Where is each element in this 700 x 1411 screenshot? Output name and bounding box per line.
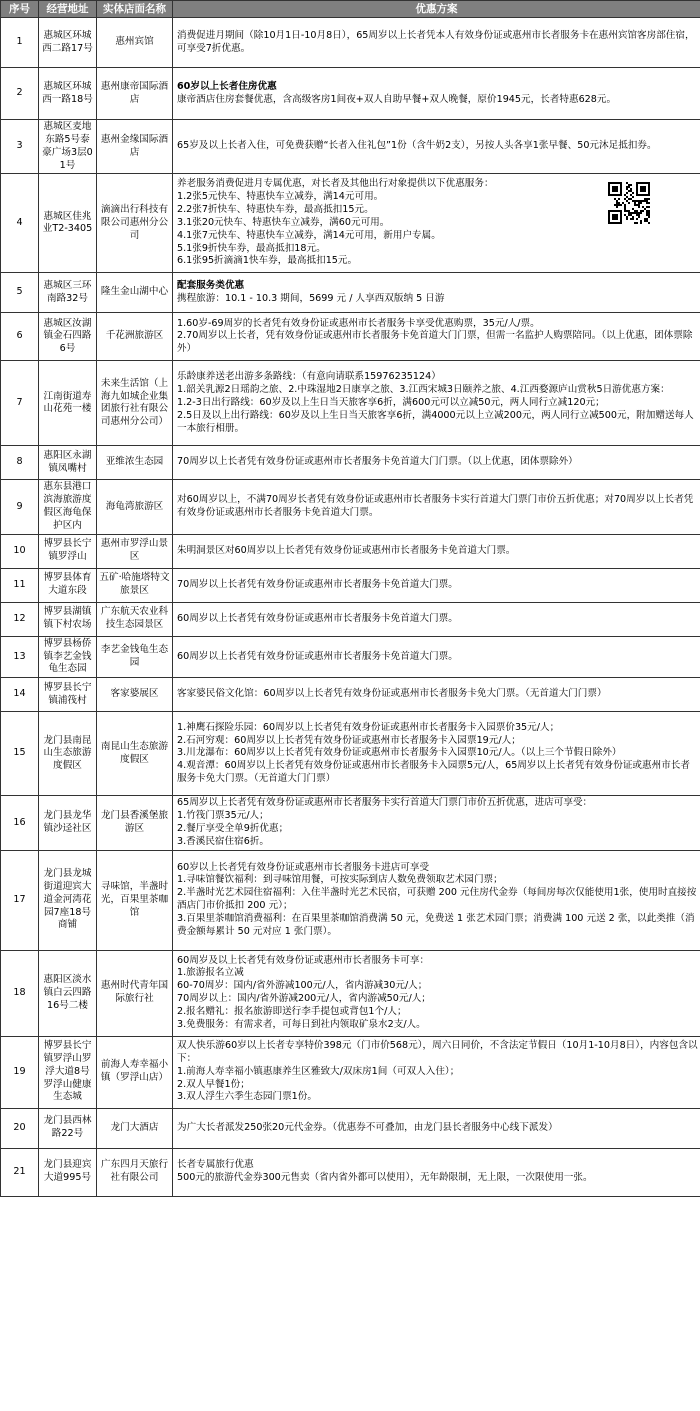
table-row [1,18,700,68]
row-address: 江南街道寿山花苑一楼 [39,361,97,446]
table-row [1,273,700,313]
table-row [1,950,700,1036]
plan-line: 60岁以上长者凭有效身份证或惠州市长者服务卡进店可享受 [177,861,430,873]
row-address: 惠东县港口滨海旅游度假区海龟保护区内 [39,480,97,534]
row-plan [173,120,700,174]
plan-line: 3.1张20元快车、特惠快车立减券，满60元可用。 [177,216,390,228]
row-store-name: 南昆山生态旅游度假区 [97,712,173,796]
plan-line: 2.半盏时光艺术园住宿福利：入住半盏时光艺术民宿，可获赠 200 元住房代金券（每间房每次仅能使用1张，使用时直接按酒店门市价抵扣 200 元）； [177,887,697,912]
header-address: 经营地址 [39,1,97,18]
row-number: 16 [1,796,39,850]
table-row [1,361,700,446]
plan-line: 3.香溪民宿住宿6折。 [177,835,270,847]
row-number: 15 [1,712,39,796]
plan-line: 1.寻味馆餐饮福利：到寻味馆用餐，可按实际到店人数免费领取艺术园门票； [177,874,503,886]
row-address: 博罗县湖镇镇下村农场 [39,602,97,636]
row-address: 惠城区三环南路32号 [39,273,97,313]
row-address: 博罗县长宁镇浦筏村 [39,678,97,712]
plan-line: 2.5日及以上出行路线：60岁及以上生日当天旅客享6折，满4000元以上立减200元，两人同行立减500元，附加赠送每人一本旅行相册。 [177,409,694,434]
row-number: 14 [1,678,39,712]
row-address: 惠城区佳兆业T2-3405 [39,174,97,273]
row-plan [173,602,700,636]
row-store-name: 未来生活馆（上海九如城企业集团旅行社有限公司惠州分公司） [97,361,173,446]
plan-line: 1.韶关乳源2日瑶韵之旅、2.中珠湿地2日康享之旅、3.江西宋城3日颐养之旅、4.江西婺源庐山赏秋5日游优惠方案： [177,384,670,396]
row-store-name: 隆生金山湖中心 [97,273,173,313]
plan-line: 3.双人浮生六季生态园门票1份。 [177,1091,317,1103]
row-store-name: 广东四月天旅行社有限公司 [97,1148,173,1196]
plan-line: 2.报名赠礼：报名旅游即送行李手提包或背包1个/人； [177,1006,407,1017]
plan-line: 5.1张9折快车券，最高抵扣18元。 [177,242,326,254]
row-number: 18 [1,950,39,1036]
table-row [1,796,700,850]
plan-line: 60周岁以上长者凭有效身份证或惠州市长者服务卡免首道大门票。 [177,650,458,662]
plan-line: 65岁及以上长者入住，可免费获赠“长者入住礼包”1份（含牛奶2支），另按人头各享1张早餐、50元沐足抵扣券。 [177,140,657,152]
plan-line: 70周岁以上长者凭有效身份证或惠州市长者服务卡免首道大门门票。（以上优惠，团体票除外） [177,456,578,468]
row-number: 2 [1,68,39,120]
row-store-name: 广东航天农业科技生态园景区 [97,602,173,636]
row-plan [173,361,700,446]
row-plan [173,850,700,950]
row-plan [173,636,700,678]
row-address: 龙门县龙华镇沙迳社区 [39,796,97,850]
row-number: 7 [1,361,39,446]
table-row [1,480,700,534]
plan-line: 3.免费服务：有需求者，可每日到社内领取矿泉水2支/人。 [177,1018,426,1030]
row-plan [173,174,700,273]
row-store-name: 亚维浓生态园 [97,446,173,480]
row-number: 3 [1,120,39,174]
plan-line: 1.2-3日出行路线：60岁及以上生日当天旅客享6折，满600元可以立减50元，两人同行立减120元； [177,396,605,408]
plan-line: 双人快乐游60岁以上长者专享特价398元（门市价568元），周六日同价，不含法定节假日（10月1-10月8日），内容包含以下： [177,1040,698,1064]
table-row [1,678,700,712]
plan-line: 1.前海人寿幸福小镇惠康养生区雅致大/双床房1间（可双人入住）； [177,1065,460,1077]
row-number: 4 [1,174,39,273]
row-plan [173,68,700,120]
row-address: 博罗县体育大道东段 [39,568,97,602]
qr-code-icon [608,182,650,224]
table-row [1,446,700,480]
table-row [1,68,700,120]
row-number: 20 [1,1108,39,1148]
row-number: 19 [1,1036,39,1108]
plan-line: 2.石河穷观：60周岁以上长者凭有效身份证或惠州市长者服务卡入园票19元/人； [177,734,521,746]
plan-line: 1.神鹰石探险乐园：60周岁以上长者凭有效身份证或惠州市长者服务卡入园票价35元/人； [177,721,560,733]
table-row [1,174,700,273]
row-number: 11 [1,568,39,602]
row-store-name: 惠州市罗浮山景区 [97,534,173,568]
row-number: 12 [1,602,39,636]
row-store-name: 五矿·哈施塔特文旅景区 [97,568,173,602]
row-store-name: 惠州时代青年国际旅行社 [97,950,173,1036]
row-number: 10 [1,534,39,568]
row-address: 惠城区环城西一路18号 [39,68,97,120]
row-number: 21 [1,1148,39,1196]
row-plan [173,480,700,534]
row-number: 8 [1,446,39,480]
plan-line: 为广大长者派发250张20元代金券。（优惠券不可叠加，由龙门县长者服务中心线下派发） [177,1121,558,1133]
plan-line: 消费促进月期间（除10月1日-10月8日），65周岁以上长者凭本人有效身份证或惠州市长者服务卡在惠州宾馆客房部住宿，可享受7折优惠。 [177,29,695,54]
plan-line: 朱明洞景区对60周岁以上长者凭有效身份证或惠州市长者服务卡免首道大门票。 [177,544,516,556]
plan-line: 3.川龙瀑布：60周岁以上长者凭有效身份证或惠州市长者服务卡入园票10元/人。（以上三个节假日除外） [177,747,622,759]
row-store-name: 千花洲旅游区 [97,313,173,361]
row-store-name: 惠州金缘国际酒店 [97,120,173,174]
plan-line: 1.60岁-69周岁的长者凭有效身份证或惠州市长者服务卡享受优惠购票，35元/人/票。 [177,317,540,329]
plan-line: 60周岁以上长者凭有效身份证或惠州市长者服务卡免首道大门票。 [177,612,458,624]
plan-line: 4.1张7元快车、特惠快车立减券，满14元可用，新用户专属。 [177,229,441,241]
row-address: 龙门县龙城街道迎宾大道金河湾花园7座18号商铺 [39,850,97,950]
row-plan [173,712,700,796]
plan-line: 2.2张7折快车、特惠快车券，最高抵扣15元。 [177,204,374,216]
row-address: 惠阳区淡水镇白云四路16号二楼 [39,950,97,1036]
row-number: 17 [1,850,39,950]
row-plan [173,568,700,602]
table-row [1,1036,700,1108]
row-address: 博罗县杨侨镇李艺金钱龟生态园 [39,636,97,678]
plan-line: 60岁以上长者住房优惠 [177,80,277,92]
row-store-name: 客家婆展区 [97,678,173,712]
table-row [1,120,700,174]
row-address: 惠城区麦地东路5号泰豪广场3层01号 [39,120,97,174]
table-row [1,313,700,361]
row-store-name: 寻味馆，半盏时光，百果里茶咖馆 [97,850,173,950]
row-address: 龙门县西林路22号 [39,1108,97,1148]
row-number: 5 [1,273,39,313]
row-address: 龙门县南昆山生态旅游度假区 [39,712,97,796]
row-number: 6 [1,313,39,361]
row-address: 博罗县长宁镇罗浮山罗浮大道8号罗浮山健康生态城 [39,1036,97,1108]
plan-line: 康帝酒店住房套餐优惠，含高级客房1间夜+双人自助早餐+双人晚餐，原价1945元，长者特惠628元。 [177,93,617,105]
plan-line: 60-70周岁：国内/省外游减100元/人，省内游减30元/人； [177,980,428,992]
header-store: 实体店面名称 [97,1,173,18]
plan-line: 6.1张95折滴滴1快车券，最高抵扣15元。 [177,255,358,267]
row-plan [173,950,700,1036]
plan-line: 1.旅游报名立减 [177,967,244,979]
row-store-name: 惠州宾馆 [97,18,173,68]
row-plan [173,273,700,313]
row-store-name: 前海人寿幸福小镇（罗浮山店） [97,1036,173,1108]
header-no: 序号 [1,1,39,18]
plan-line: 1.2张5元快车、特惠快车立减券，满14元可用。 [177,191,384,203]
row-plan [173,796,700,850]
plan-line: 70周岁以上长者凭有效身份证或惠州市长者服务卡免首道大门票。 [177,578,458,590]
plan-line: 70周岁以上：国内/省外游减200元/人，省内游减50元/人； [177,993,431,1005]
row-number: 1 [1,18,39,68]
table-row [1,602,700,636]
header-row [1,1,700,18]
row-plan [173,18,700,68]
row-store-name: 龙门大酒店 [97,1108,173,1148]
plan-line: 携程旅游：10.1 - 10.3 期间，5699 元 / 人享西双版纳 5 日游 [177,292,445,304]
plan-line: 客家婆民俗文化馆：60周岁以上长者凭有效身份证或惠州市长者服务卡免大门票。（无首道大门门票） [177,688,607,700]
row-number: 13 [1,636,39,678]
row-address: 惠阳区永湖镇凤嘴村 [39,446,97,480]
table-row [1,568,700,602]
row-number: 9 [1,480,39,534]
plan-line: 养老服务消费促进月专属优惠，对长者及其他出行对象提供以下优惠服务： [177,178,494,190]
table-row [1,534,700,568]
row-store-name: 李艺金钱龟生态园 [97,636,173,678]
plan-line: 配套服务类优惠 [177,280,245,292]
header-plan: 优惠方案 [173,1,700,18]
table-row [1,712,700,796]
table-row [1,1108,700,1148]
row-store-name: 滴滴出行科技有限公司惠州分公司 [97,174,173,273]
table-row [1,850,700,950]
plan-line: 3.百果里茶咖馆消费福利：在百果里茶咖馆消费满 50 元，免费送 1 张艺术园门票；消费满 100 元送 2 张，以此类推（消费金额每累计 50 元对应 1 张门票）。 [177,913,695,937]
row-plan [173,313,700,361]
row-plan [173,678,700,712]
plan-line: 对60周岁以上，不满70周岁长者凭有效身份证或惠州市长者服务卡实行首道大门票门市价五折优惠；对70周岁以上长者凭有效身份证或惠州市长者服务卡免首道大门票。 [177,494,694,519]
row-plan [173,1148,700,1196]
row-address: 博罗县长宁镇罗浮山 [39,534,97,568]
plan-line: 2.70周岁以上长者，凭有效身份证或惠州市长者服务卡免首道大门门票，但需一名监护人购票陪同。（以上优惠，团体票除外） [177,330,693,355]
row-address: 惠城区环城西二路17号 [39,18,97,68]
row-store-name: 惠州康帝国际酒店 [97,68,173,120]
plan-line: 长者专属旅行优惠 [177,1159,254,1171]
table-row [1,636,700,678]
row-store-name: 龙门县香溪堡旅游区 [97,796,173,850]
plan-line: 500元的旅游代金券300元售卖（省内省外都可以使用），无年龄限制，无上限，一次限使用一张。 [177,1172,593,1184]
row-plan [173,534,700,568]
table-row [1,1148,700,1196]
row-plan [173,1036,700,1108]
row-address: 惠城区汝湖镇金石四路6号 [39,313,97,361]
plan-line: 4.观音潭：60周岁以上长者凭有效身份证或惠州市长者服务卡入园票5元/人，65周岁以上长者凭有效身份证或惠州市长者服务卡免大门票。（无首道大门门票） [177,760,690,785]
plan-line: 1.竹筏门票35元/人； [177,810,269,822]
plan-line: 乐龄康养送老出游多条路线：（有意向请联系15976235124） [177,371,441,383]
plan-line: 2.餐厅享受全单9折优惠； [177,822,289,834]
plan-line: 2.双人早餐1份； [177,1078,250,1090]
row-address: 龙门县迎宾大道995号 [39,1148,97,1196]
row-store-name: 海龟湾旅游区 [97,480,173,534]
plan-line: 60周岁及以上长者凭有效身份证或惠州市长者服务卡可享： [177,954,430,966]
plan-line: 65周岁以上长者凭有效身份证或惠州市长者服务卡实行首道大门票门市价五折优惠，进店可享受： [177,797,593,809]
row-plan [173,1108,700,1148]
row-plan [173,446,700,480]
